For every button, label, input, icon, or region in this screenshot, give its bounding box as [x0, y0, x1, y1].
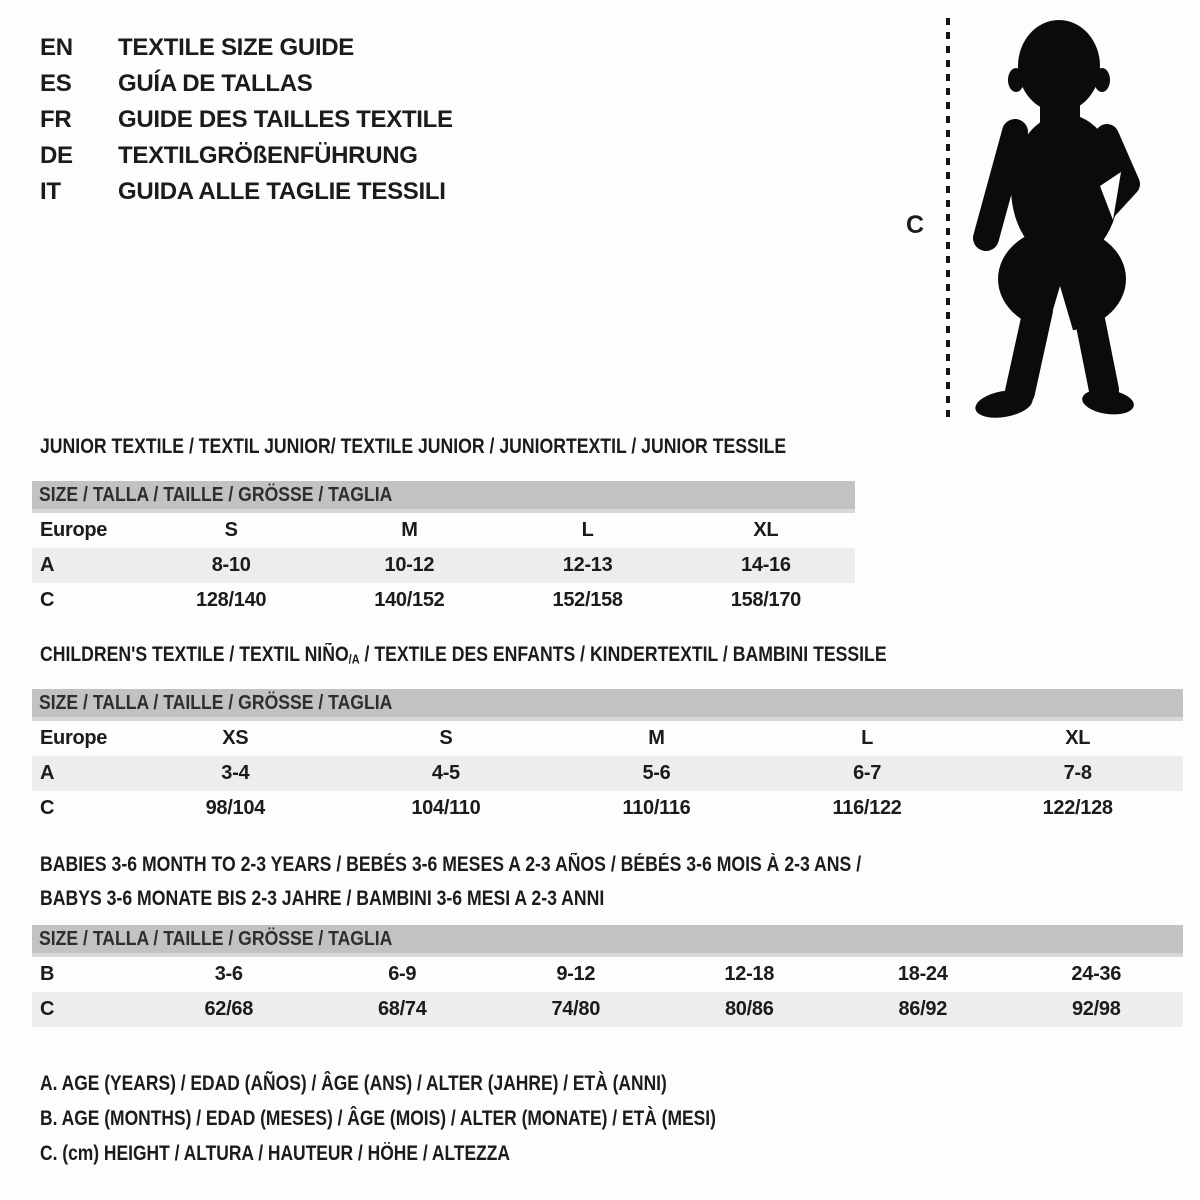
row-label: C: [40, 589, 55, 611]
table-row: [32, 992, 1183, 1027]
size-header-bar: [32, 481, 855, 513]
row-label: B: [40, 963, 55, 985]
language-code: ES: [40, 70, 72, 97]
guide-title: TEXTILGRÖßENFÜHRUNG: [118, 142, 418, 169]
guide-title: GUÍA DE TALLAS: [118, 70, 313, 97]
height-measure-label: C: [906, 211, 925, 239]
babies-size-table: [32, 925, 1183, 1027]
guide-title: GUIDE DES TAILLES TEXTILE: [118, 106, 453, 133]
language-row-es: [40, 66, 453, 102]
height-cell: 74/80: [551, 998, 601, 1020]
size-cell: L: [581, 519, 594, 541]
height-cell: 128/140: [196, 589, 267, 611]
babies-title-line2: BABYS 3-6 MONATE BIS 2-3 JAHRE / BAMBINI 3-6 MESI A 2-3 ANNI: [40, 887, 605, 910]
age-cell: 10-12: [384, 554, 435, 576]
row-label: Europe: [40, 727, 108, 749]
size-cell: S: [439, 727, 453, 749]
age-cell: 6-9: [388, 963, 417, 985]
age-cell: 3-4: [221, 762, 250, 784]
size-cell: M: [401, 519, 418, 541]
legend-line-a: A. AGE (YEARS) / EDAD (AÑOS) / ÂGE (ANS) / ALTER (JAHRE) / ETÀ (ANNI): [40, 1072, 667, 1095]
height-cell: 140/152: [374, 589, 445, 611]
height-cell: 62/68: [204, 998, 254, 1020]
language-code: IT: [40, 178, 61, 205]
size-cell: S: [224, 519, 238, 541]
size-cell: XL: [753, 519, 779, 541]
language-code: EN: [40, 34, 73, 61]
size-header-text: SIZE / TALLA / TAILLE / GRÖSSE / TAGLIA: [39, 692, 393, 714]
junior-size-table: [32, 481, 855, 618]
language-row-fr: [40, 102, 453, 138]
age-cell: 7-8: [1063, 762, 1092, 784]
size-cell: XS: [222, 727, 249, 749]
age-cell: 5-6: [642, 762, 671, 784]
row-label: C: [40, 998, 55, 1020]
table-row: [32, 756, 1183, 791]
age-cell: 8-10: [211, 554, 251, 576]
age-cell: 18-24: [897, 963, 948, 985]
table-row: [32, 721, 1183, 756]
legend-line-b: B. AGE (MONTHS) / EDAD (MESES) / ÂGE (MOIS) / ALTER (MONATE) / ETÀ (MESI): [40, 1107, 716, 1130]
size-cell: XL: [1065, 727, 1091, 749]
height-cell: 86/92: [898, 998, 948, 1020]
size-header-bar: [32, 925, 1183, 957]
language-row-en: [40, 30, 453, 66]
size-cell: L: [861, 727, 874, 749]
age-cell: 12-18: [724, 963, 775, 985]
toddler-silhouette-icon: [962, 14, 1157, 422]
children-title-post: / TEXTILE DES ENFANTS / KINDERTEXTIL / BAMBINI TESSILE: [359, 643, 887, 666]
children-title-sub: /A: [348, 651, 360, 667]
junior-section-title: JUNIOR TEXTILE / TEXTIL JUNIOR/ TEXTILE JUNIOR / JUNIORTEXTIL / JUNIOR TESSILE: [40, 435, 787, 458]
size-header-bar: [32, 689, 1183, 721]
age-cell: 4-5: [431, 762, 460, 784]
children-title-pre: CHILDREN'S TEXTILE / TEXTIL NIÑO: [40, 643, 349, 666]
height-cell: 110/116: [622, 797, 691, 819]
size-cell: M: [648, 727, 665, 749]
guide-title: TEXTILE SIZE GUIDE: [118, 34, 354, 61]
language-row-it: [40, 174, 453, 210]
age-cell: 3-6: [214, 963, 243, 985]
table-row: [32, 583, 855, 618]
size-header-text: SIZE / TALLA / TAILLE / GRÖSSE / TAGLIA: [39, 484, 393, 506]
height-cell: 116/122: [832, 797, 902, 819]
age-cell: 24-36: [1071, 963, 1122, 985]
age-cell: 12-13: [562, 554, 613, 576]
height-cell: 80/86: [724, 998, 774, 1020]
legend: [40, 1066, 854, 1171]
language-row-de: [40, 138, 453, 174]
legend-line-c: C. (cm) HEIGHT / ALTURA / HAUTEUR / HÖHE / ALTEZZA: [40, 1142, 510, 1165]
language-code: FR: [40, 106, 72, 133]
height-cell: 122/128: [1042, 797, 1113, 819]
height-cell: 98/104: [205, 797, 265, 819]
table-row: [32, 791, 1183, 826]
size-header-text: SIZE / TALLA / TAILLE / GRÖSSE / TAGLIA: [39, 928, 393, 950]
table-row: [32, 513, 855, 548]
babies-title-line1: BABIES 3-6 MONTH TO 2-3 YEARS / BEBÉS 3-6 MESES A 2-3 AÑOS / BÉBÉS 3-6 MOIS À 2-3 ANS /: [40, 853, 862, 876]
babies-section-title: [40, 848, 861, 916]
height-cell: 92/98: [1071, 998, 1121, 1020]
height-cell: 158/170: [730, 589, 801, 611]
height-cell: 68/74: [377, 998, 427, 1020]
row-label: Europe: [40, 519, 108, 541]
language-code: DE: [40, 142, 73, 169]
age-cell: 9-12: [556, 963, 596, 985]
language-title-list: [40, 30, 453, 210]
age-cell: 6-7: [853, 762, 882, 784]
row-label: C: [40, 797, 55, 819]
guide-title: GUIDA ALLE TAGLIE TESSILI: [118, 178, 446, 205]
children-size-table: [32, 689, 1183, 826]
row-label: A: [40, 762, 55, 784]
children-section-title: [40, 642, 887, 672]
table-row: [32, 957, 1183, 992]
height-cell: 104/110: [411, 797, 481, 819]
row-label: A: [40, 554, 55, 576]
height-cell: 152/158: [552, 589, 623, 611]
table-row: [32, 548, 855, 583]
height-measure-dashed-line: [946, 18, 950, 420]
age-cell: 14-16: [741, 554, 791, 576]
